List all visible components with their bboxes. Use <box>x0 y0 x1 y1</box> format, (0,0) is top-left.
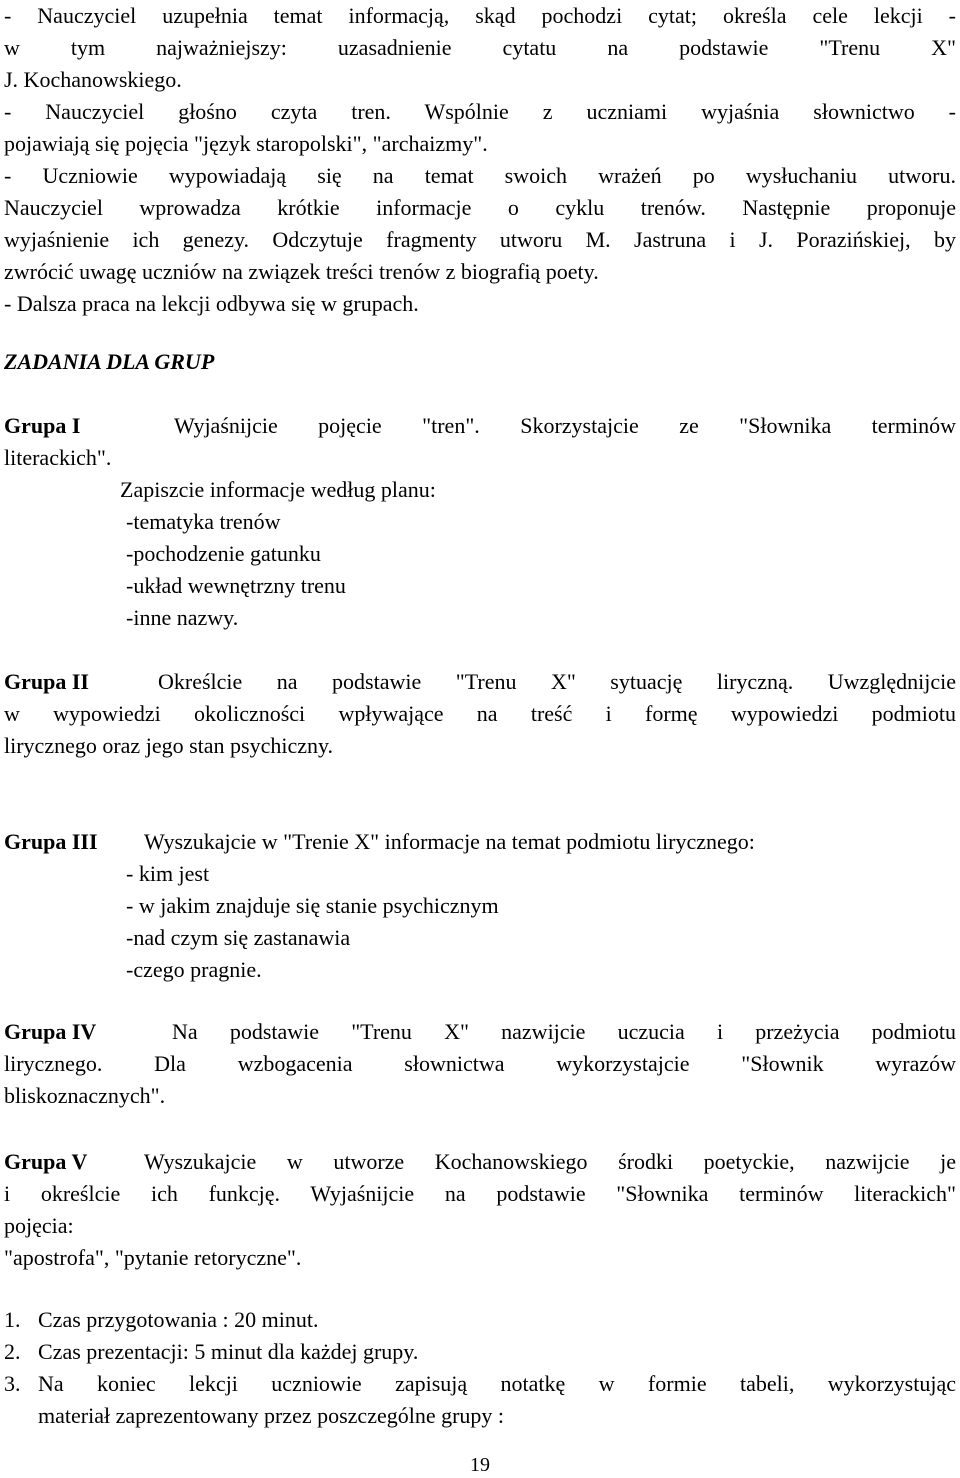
group-task: Określcie na podstawie "Trenu X" sytuację liryczną. Uwzględnijcie <box>158 669 956 694</box>
group-label: Grupa I <box>4 413 81 438</box>
intro-line: - Uczniowie wypowiadają się na temat swoich wrażeń po wysłuchaniu utworu. <box>4 163 956 188</box>
group-task-cont: w wypowiedzi okoliczności wpływające na treść i formę wypowiedzi podmiotu <box>4 701 956 726</box>
list-item <box>4 1336 956 1368</box>
list-item <box>4 1304 956 1336</box>
plan-item: -tematyka trenów <box>126 509 281 534</box>
plan-item: -układ wewnętrzny trenu <box>126 573 346 598</box>
group-task-cont: i określcie ich funkcję. Wyjaśnijcie na podstawie "Słownika terminów literackich" <box>4 1181 956 1206</box>
list-number: 3. <box>4 1371 21 1396</box>
list-text: Czas przygotowania : 20 minut. <box>38 1307 319 1332</box>
intro-line: zwrócić uwagę uczniów na związek treści trenów z biografią poety. <box>4 259 599 284</box>
group-label: Grupa V <box>4 1149 88 1174</box>
group-task-cont: lirycznego oraz jego stan psychiczny. <box>4 733 334 758</box>
intro-line: J. Kochanowskiego. <box>4 67 182 92</box>
list-text: materiał zaprezentowany przez poszczególne grupy : <box>38 1403 505 1428</box>
group-task: Wyjaśnijcie pojęcie "tren". Skorzystajcie ze "Słownika terminów <box>174 413 956 438</box>
group-task: Wyszukajcie w "Trenie X" informacje na temat podmiotu lirycznego: <box>144 829 755 854</box>
group-item: - kim jest <box>126 861 210 886</box>
group-task-cont: "apostrofa", "pytanie retoryczne". <box>4 1245 302 1270</box>
numbered-list <box>4 1304 956 1432</box>
group-3 <box>4 826 956 986</box>
group-2 <box>4 666 956 762</box>
page-number: 19 <box>470 1454 490 1476</box>
group-label: Grupa III <box>4 829 98 854</box>
intro-section <box>4 0 956 320</box>
intro-line: wyjaśnienie ich genezy. Odczytuje fragmenty utworu M. Jastruna i J. Porazińskiej, by <box>4 227 956 252</box>
list-item <box>4 1368 956 1432</box>
intro-line: w tym najważniejszy: uzasadnienie cytatu na podstawie "Trenu X" <box>4 35 956 60</box>
section-heading: ZADANIA DLA GRUP <box>4 349 215 374</box>
group-task: Na podstawie "Trenu X" nazwijcie uczucia i przeżycia podmiotu <box>172 1019 956 1044</box>
list-text: Czas prezentacji: 5 minut dla każdej grupy. <box>38 1339 419 1364</box>
group-label: Grupa II <box>4 669 89 694</box>
list-text: Na koniec lekcji uczniowie zapisują notatkę w formie tabeli, wykorzystując <box>38 1371 956 1396</box>
group-4 <box>4 1016 956 1112</box>
group-item: -nad czym się zastanawia <box>126 925 351 950</box>
group-task-cont: lirycznego. Dla wzbogacenia słownictwa wykorzystajcie "Słownik wyrazów <box>4 1051 956 1076</box>
group-task-cont: literackich". <box>4 445 112 470</box>
group-item: -czego pragnie. <box>126 957 262 982</box>
plan-item: -pochodzenie gatunku <box>126 541 321 566</box>
list-number: 1. <box>4 1307 21 1332</box>
group-5 <box>4 1146 956 1274</box>
group-task-cont: pojęcia: <box>4 1213 74 1238</box>
group-task: Wyszukajcie w utworze Kochanowskiego środki poetyckie, nazwijcie je <box>144 1149 956 1174</box>
group-item: - w jakim znajduje się stanie psychicznym <box>126 893 499 918</box>
intro-line: - Dalsza praca na lekcji odbywa się w grupach. <box>4 291 419 316</box>
list-number: 2. <box>4 1339 21 1364</box>
group-label: Grupa IV <box>4 1019 97 1044</box>
group-1 <box>4 410 956 634</box>
plan-item: -inne nazwy. <box>126 605 239 630</box>
intro-line: Nauczyciel wprowadza krótkie informacje o cyklu trenów. Następnie proponuje <box>4 195 956 220</box>
intro-line: - Nauczyciel uzupełnia temat informacją, skąd pochodzi cytat; określa cele lekcji - <box>4 3 956 28</box>
intro-line: pojawiają się pojęcia "język staropolski", "archaizmy". <box>4 131 488 156</box>
intro-line: - Nauczyciel głośno czyta tren. Wspólnie z uczniami wyjaśnia słownictwo - <box>4 99 956 124</box>
plan-intro: Zapiszcie informacje według planu: <box>120 477 436 502</box>
group-task-cont: bliskoznacznych". <box>4 1083 166 1108</box>
